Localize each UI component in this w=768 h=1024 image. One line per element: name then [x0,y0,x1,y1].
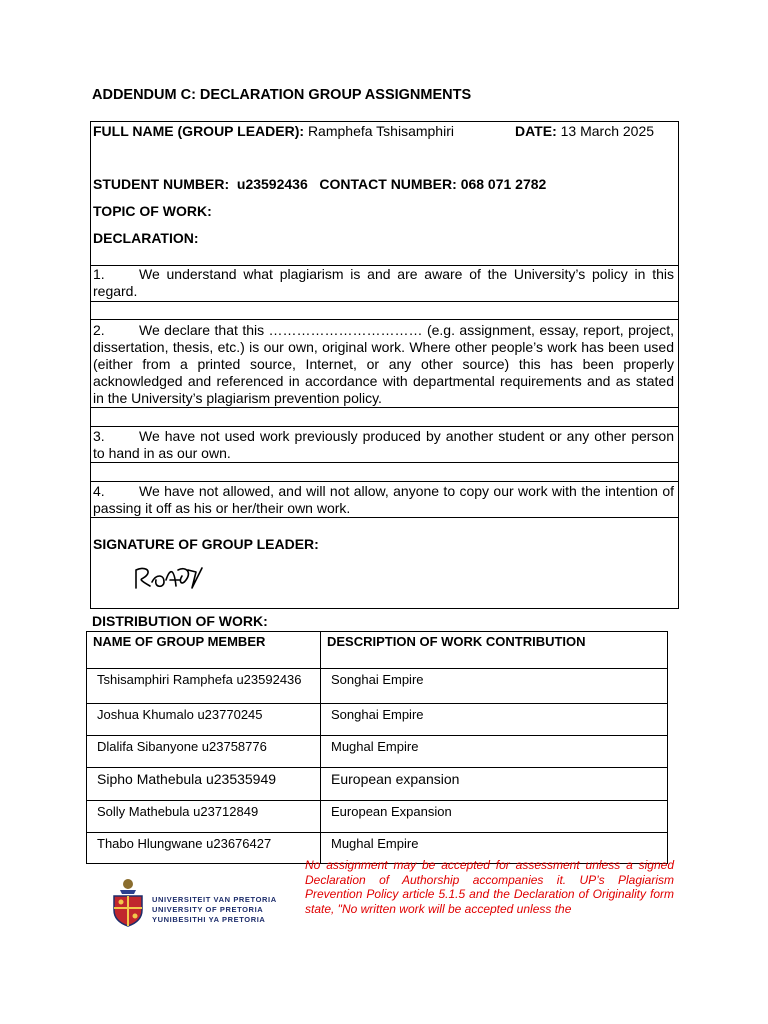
date-label: DATE: [515,123,557,139]
table-row [87,669,668,704]
member-name: Sipho Mathebula u23535949 [87,768,321,801]
statement-text: We have not used work previously produced by another student or any other person to hand in as our own. [93,428,674,461]
full-name-label: FULL NAME (GROUP LEADER): [93,123,305,139]
table-row [87,704,668,736]
university-crest-icon [108,876,148,928]
member-work: Mughal Empire [321,736,668,768]
distribution-heading: DISTRIBUTION OF WORK: [92,613,268,629]
statement-text: We understand what plagiarism is and are aware of the University’s policy in this regard. [93,266,674,299]
divider [91,301,678,302]
full-name-value: Ramphefa Tshisamphiri [307,123,454,139]
contact-value: 068 071 2782 [460,176,547,192]
page-title: ADDENDUM C: DECLARATION GROUP ASSIGNMENTS [92,87,472,103]
topic-label: TOPIC OF WORK: [93,203,212,219]
contact-label: CONTACT NUMBER: [319,176,457,192]
statement-2 [93,322,674,407]
member-name: Dlalifa Sibanyone u23758776 [87,736,321,768]
statement-number: 2. [93,322,105,338]
member-name: Tshisamphiri Ramphefa u23592436 [87,669,321,704]
member-work: Songhai Empire [321,669,668,704]
declaration-label: DECLARATION: [93,230,199,246]
statement-number: 1. [93,266,105,282]
column-header-name: NAME OF GROUP MEMBER [87,632,321,669]
member-work: European Expansion [321,801,668,833]
divider [91,462,678,463]
divider [91,517,678,518]
university-name-sepedi: YUNIBESITHI YA PRETORIA [152,915,266,924]
statement-3 [93,428,674,462]
full-name-row [93,123,454,139]
statement-1 [93,266,674,300]
table-row [87,801,668,833]
table-row [87,736,668,768]
divider [91,407,678,408]
signature-icon [130,562,210,592]
member-work: Mughal Empire [321,833,668,864]
statement-number: 4. [93,483,105,499]
student-number-row [93,176,546,192]
footer-note: No assignment may be accepted for assessment unless a signed Declaration of Authorship accompanies it. UP’s Plagiarism Prevention Policy article 5.1.5 and the Declaration of Originality form state, "No written work will be accepted unless the [305,858,674,916]
divider [91,481,678,482]
member-name: Solly Mathebula u23712849 [87,801,321,833]
university-name [152,895,277,925]
student-number-value: u23592436 [236,176,308,192]
date-row [515,123,654,139]
university-name-english: UNIVERSITY OF PRETORIA [152,905,264,914]
statement-text: We have not allowed, and will not allow, anyone to copy our work with the intention of passing it off as his or her/their own work. [93,483,674,516]
table-row [87,768,668,801]
statement-4 [93,483,674,517]
university-name-afrikaans: UNIVERSITEIT VAN PRETORIA [152,895,277,904]
column-header-description: DESCRIPTION OF WORK CONTRIBUTION [321,632,668,669]
signature-label: SIGNATURE OF GROUP LEADER: [93,536,319,552]
statement-number: 3. [93,428,105,444]
member-work: European expansion [321,768,668,801]
date-value: 13 March 2025 [560,123,655,139]
statement-text: We declare that this …………………………… (e.g. assignment, essay, report, project, dissertation, thesis, etc.) is our own, original work. Where other people’s work has been used (either from a printed source, Internet, or any other source) this has been properly acknowledged and referenced in accordance with departmental requirements and as stated in the University’s plagiarism prevention policy. [93,322,674,406]
distribution-table [86,631,668,864]
member-work: Songhai Empire [321,704,668,736]
student-number-label: STUDENT NUMBER: [93,176,230,192]
member-name: Joshua Khumalo u23770245 [87,704,321,736]
member-name: Thabo Hlungwane u23676427 [87,833,321,864]
divider [91,426,678,427]
table-header-row [87,632,668,669]
divider [91,319,678,320]
